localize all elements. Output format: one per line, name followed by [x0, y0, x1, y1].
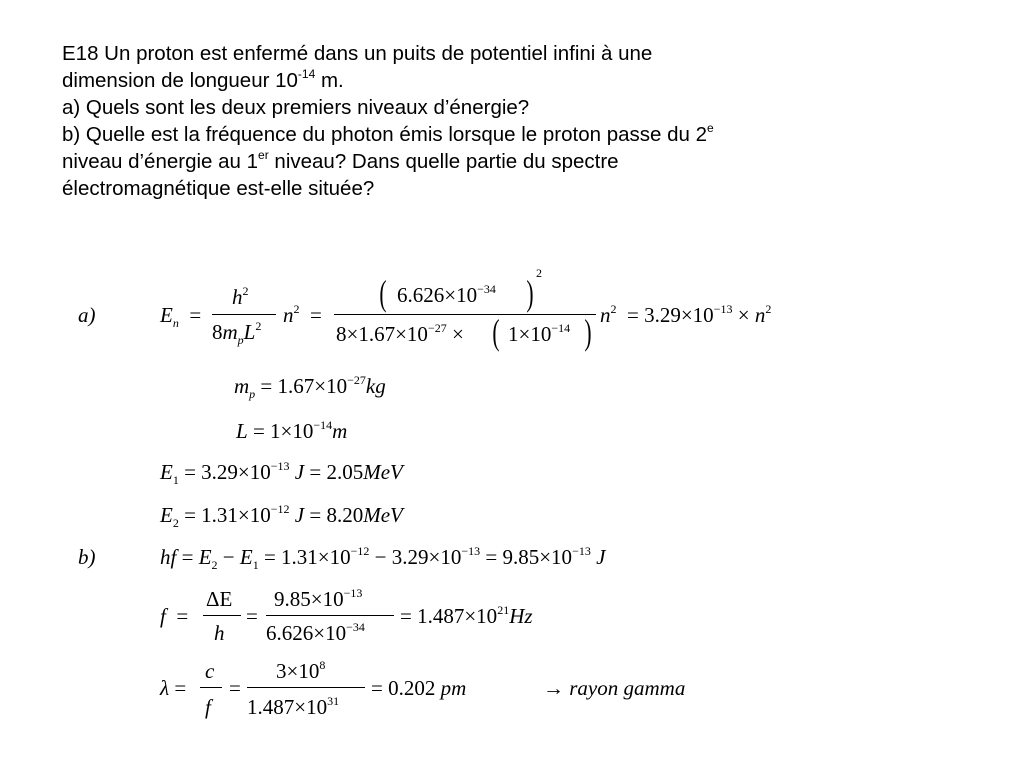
- frac2-num-outer-exp: 2: [536, 266, 542, 280]
- L-symbol: L: [236, 419, 248, 443]
- frac2-denominator-b: [508, 322, 570, 346]
- frac1-numerator: [232, 285, 249, 309]
- label-part-b: [78, 545, 96, 569]
- e1-exp: −13: [270, 459, 290, 473]
- problem-line-5: [62, 148, 962, 175]
- n2-second-base: n: [600, 303, 611, 327]
- lam-note: [543, 676, 685, 700]
- L-unit: m: [332, 419, 348, 443]
- equation-lambda-lhs: λ =: [160, 676, 187, 700]
- lam-frac2-num: [276, 659, 325, 683]
- frac2-denominator-a: $8\times 1.67\times 10^{-27}$ ×: [336, 321, 464, 346]
- f-frac2-den-value: 6.626×10: [266, 621, 347, 645]
- e2-value: 1.31×10: [201, 503, 271, 527]
- equation-mp: $m_p = 1.67\times 10^{-27}kg$: [234, 373, 386, 401]
- f-result: = $1.487\times 10^{21}Hz$: [400, 603, 533, 628]
- n2-second-exp: 2: [610, 302, 617, 316]
- frac2-num-exp: −34: [477, 282, 496, 296]
- frac2-den-b-value: 1×10: [508, 322, 552, 346]
- frac1-bar: [212, 314, 276, 315]
- en-result-n: n: [754, 303, 766, 327]
- e1-symbol: E: [160, 460, 173, 484]
- lam-frac2-num-value: 3×10: [276, 659, 320, 683]
- lam-frac2-bar: [247, 687, 365, 688]
- mp-unit: kg: [365, 374, 386, 398]
- problem-line-5-tail: niveau? Dans quelle partie du spectre: [268, 150, 619, 173]
- lam-result-value: 0.202: [388, 676, 436, 700]
- frac2-den-b-exp: −14: [551, 321, 571, 335]
- lam-frac1-den-text: f: [205, 695, 211, 719]
- equation-f-lhs: f =: [160, 604, 189, 628]
- hf-e1: E: [239, 545, 253, 569]
- f-eq2: =: [246, 604, 258, 628]
- f-frac2-bar: [266, 615, 394, 616]
- problem-question-b-text: b) Quelle est la fréquence du photon émis lorsque le proton passe du 2: [62, 123, 708, 146]
- frac1-den-m: m: [222, 320, 238, 344]
- lam-frac1-num: [205, 659, 214, 683]
- lam-frac2-den-exp: 31: [327, 694, 340, 708]
- f-result-exp: 21: [497, 603, 510, 617]
- lam-result: = 0.202 pm: [371, 676, 467, 700]
- problem-line-2-text: dimension de longueur 10: [62, 69, 298, 92]
- problem-line-6: électromagnétique est-elle située?: [62, 177, 375, 200]
- hf-symbol: hf: [160, 545, 177, 569]
- frac2-num-left-paren: (: [379, 273, 387, 313]
- en-result-n-exp: 2: [765, 302, 772, 316]
- en-symbol: E: [160, 303, 173, 327]
- arrow-right-icon: →: [543, 676, 564, 700]
- e2-symbol: E: [160, 503, 173, 527]
- e2-subscript: 2: [172, 516, 179, 530]
- problem-line-2-exponent: -14: [297, 67, 316, 81]
- problem-line-5-text: niveau d’énergie au 1: [62, 150, 259, 173]
- hf-e2: E: [198, 545, 212, 569]
- lam-frac2-den: [247, 695, 339, 719]
- frac2-den-a-value: 8×1.67×10: [336, 322, 428, 346]
- f-frac1-num: [206, 587, 232, 611]
- lam-frac1-den: [205, 695, 211, 719]
- hf-e1-sub: 1: [252, 558, 259, 572]
- lam-frac2-num-exp: 8: [319, 658, 326, 672]
- e1-mev-unit: MeV: [363, 460, 403, 484]
- label-part-a-text: a): [78, 303, 96, 327]
- hf-a: 1.31×10: [281, 545, 351, 569]
- hf-result-exp: −13: [572, 544, 591, 558]
- problem-question-b: [62, 121, 962, 148]
- mp-symbol: m: [234, 374, 250, 398]
- e1-unit: J: [294, 460, 305, 484]
- problem-question-a: a) Quels sont les deux premiers niveaux d’énergie?: [62, 96, 530, 119]
- mp-value: 1.67×10: [277, 374, 348, 398]
- e2-exp: −12: [270, 502, 290, 516]
- frac1-den-L: L: [243, 320, 256, 344]
- label-part-b-text: b): [78, 545, 96, 569]
- frac2-den-a-exp: −27: [427, 321, 447, 335]
- lam-note-text: rayon gamma: [569, 676, 686, 700]
- f-frac1-den-text: h: [214, 621, 225, 645]
- f-frac2-num-exp: −13: [343, 586, 363, 600]
- L-value: 1×10: [270, 419, 314, 443]
- f-frac1-bar: [203, 615, 241, 616]
- equation-L: $L = 1\times 10^{-14}m$: [236, 418, 348, 443]
- hf-b-exp: −13: [461, 544, 481, 558]
- frac2-den-right-paren: ): [584, 312, 592, 352]
- f-result-value: 1.487×10: [417, 604, 498, 628]
- equation-hf: hf = $E_2 - E_1 = 1.31\times 10^{-12} - 3.29\times 10^{-13} = 9.85\times 10^{-13}$ J: [160, 544, 606, 572]
- frac2-numerator: [397, 283, 496, 307]
- hf-e2-sub: 2: [211, 558, 218, 572]
- problem-line-5-sup: er: [258, 148, 269, 162]
- f-frac2-num: [274, 587, 362, 611]
- lam-frac2-den-value: 1.487×10: [247, 695, 328, 719]
- mp-subscript: p: [249, 387, 256, 401]
- frac1-denominator: [212, 319, 262, 347]
- f-frac1-num-text: ΔE: [206, 587, 233, 611]
- lambda-symbol: λ: [160, 676, 170, 700]
- problem-line-1: E18 Un proton est enfermé dans un puits de potentiel infini à une: [62, 42, 653, 65]
- f-unit: Hz: [509, 604, 533, 628]
- frac2-bar: [334, 314, 596, 315]
- lam-frac1-num-text: c: [205, 659, 215, 683]
- n2-first-exp: 2: [293, 302, 300, 316]
- en-result: $n^2 = 3.29\times 10^{-13} \times n^2$: [600, 302, 772, 327]
- e1-mev: 2.05: [326, 460, 364, 484]
- hf-a-exp: −12: [350, 544, 370, 558]
- en-subscript: n: [172, 316, 179, 330]
- equation-en-lhs: $E_n$ =: [160, 303, 202, 330]
- f-frac1-den: [214, 621, 225, 645]
- frac2-num-right-paren: ): [526, 273, 534, 313]
- equation-e1: $E_1 = 3.29\times 10^{-13}$ J = 2.05MeV: [160, 459, 403, 487]
- e2-unit: J: [294, 503, 305, 527]
- frac1-den-coef: 8: [212, 320, 223, 344]
- mp-exp: −27: [347, 373, 366, 387]
- problem-line-2-unit: m.: [315, 69, 344, 92]
- problem-question-b-sup: e: [707, 121, 714, 135]
- label-part-a: [78, 303, 96, 327]
- frac1-den-exp: 2: [255, 319, 262, 333]
- equation-e2: $E_2 = 1.31\times 10^{-12}$ J = 8.20MeV: [160, 502, 403, 530]
- lam-frac1-bar: [200, 687, 222, 688]
- lam-eq2: =: [229, 676, 241, 700]
- f-frac2-den-exp: −34: [346, 620, 365, 634]
- hf-result: 9.85×10: [502, 545, 573, 569]
- frac1-num-exp: 2: [242, 284, 249, 298]
- f-frac2-num-value: 9.85×10: [274, 587, 344, 611]
- en-result-value: 3.29×10: [644, 303, 714, 327]
- frac2-num-value: 6.626×10: [397, 283, 478, 307]
- f-frac2-den: [266, 621, 365, 645]
- problem-line-2: [62, 67, 962, 94]
- problem-statement: [62, 40, 962, 202]
- frac1-num-h: h: [232, 285, 243, 309]
- L-exp: −14: [313, 418, 333, 432]
- e1-value: 3.29×10: [201, 460, 271, 484]
- n2-first-base: n: [283, 303, 294, 327]
- hf-b: 3.29×10: [391, 545, 462, 569]
- frac2-den-left-paren: (: [492, 312, 500, 352]
- n2-first: $n^2$ =: [283, 302, 322, 327]
- en-result-exp: −13: [713, 302, 733, 316]
- e2-mev-unit: MeV: [363, 503, 403, 527]
- hf-unit: J: [596, 545, 606, 569]
- e1-subscript: 1: [172, 473, 179, 487]
- e2-mev: 8.20: [326, 503, 364, 527]
- frac1-den-m-sub: p: [237, 333, 244, 347]
- lam-unit: pm: [440, 676, 467, 700]
- f-symbol: f: [160, 604, 166, 628]
